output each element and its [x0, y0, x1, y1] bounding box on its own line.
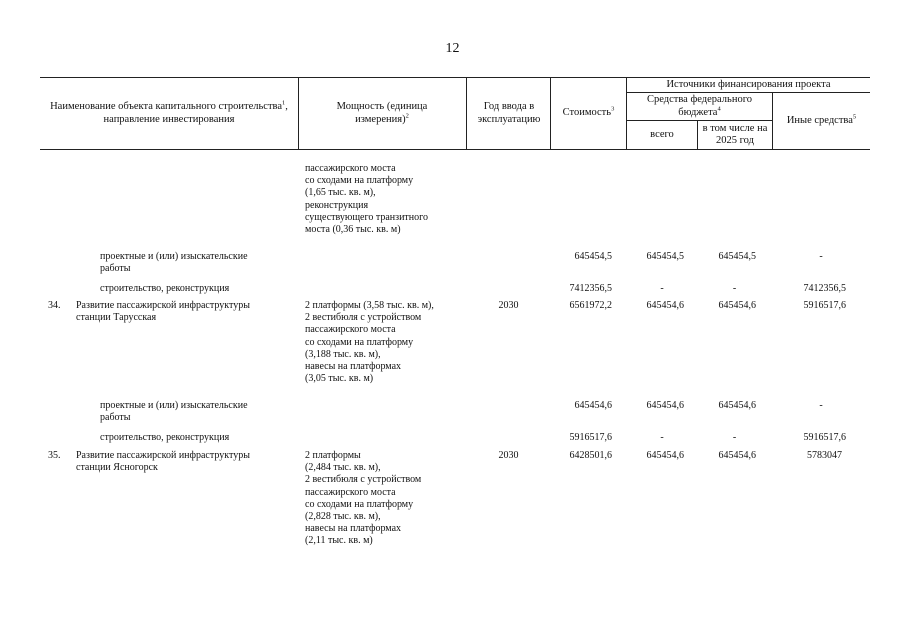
- row-1-other: -: [819, 251, 823, 262]
- row-4-cost: 645454,6: [574, 400, 612, 411]
- row-4-name: проектные и (или) изыскательские работы: [100, 400, 248, 424]
- row-4-2025: 645454,6: [718, 400, 756, 411]
- header-2025: в том числе на 2025 год: [702, 122, 768, 146]
- row-6-num: 35.: [48, 450, 61, 461]
- row-6-other: 5783047: [807, 450, 842, 461]
- row-6-cost: 6428501,6: [569, 450, 612, 461]
- header-cost: Стоимость$^3$: [562, 105, 615, 119]
- row-3-year: 2030: [498, 300, 519, 311]
- row-6-year: 2030: [498, 450, 519, 461]
- header-year: Год ввода в эксплуатацию: [477, 101, 541, 125]
- col-divider-name: [298, 77, 299, 149]
- row-0-capacity: пассажирского моста со сходами на платформу (1,65 тыс. кв. м), реконструкция существующего транзитного моста (0,36 тыс. кв. м): [305, 163, 429, 236]
- row-6-capacity: 2 платформы (2,484 тыс. кв. м), 2 вестибюля с устройством пассажирского моста со сходами на платформу (2,828 тыс. кв. м), навесы на платформах (2,11 тыс. кв. м): [305, 450, 422, 547]
- row-3-cost: 6561972,2: [569, 300, 612, 311]
- row-5-cost: 5916517,6: [569, 432, 612, 443]
- page-number: 12: [445, 41, 460, 56]
- row-3-name: Развитие пассажирской инфраструктуры станции Тарусская: [76, 300, 250, 324]
- row-1-cost: 645454,5: [574, 251, 612, 262]
- row-3-total: 645454,6: [646, 300, 684, 311]
- header-capacity: Мощность (единица измерения)$^2$: [336, 101, 428, 125]
- header-name: Наименование объекта капитального строительства$^1$, направление инвестирования: [50, 99, 288, 125]
- row-3-capacity: 2 платформы (3,58 тыс. кв. м), 2 вестибюля с устройством пассажирского моста со сходами на платформу (3,188 тыс. кв. м), навесы на платформах (3,05 тыс. кв. м): [305, 300, 434, 385]
- row-3-2025: 645454,6: [718, 300, 756, 311]
- row-5-name: строительство, реконструкция: [100, 432, 230, 443]
- header-federal: Средства федерального бюджета$^4$: [647, 94, 752, 118]
- row-4-other: -: [819, 400, 823, 411]
- row-5-2025: -: [732, 432, 737, 443]
- row-5-total: -: [660, 432, 664, 443]
- header-total: всего: [650, 128, 674, 140]
- header-bottom-line: [40, 149, 870, 150]
- row-2-total: -: [660, 283, 664, 294]
- header-other: Иные средства$^5$: [786, 113, 857, 126]
- row-4-total: 645454,6: [646, 400, 684, 411]
- col-divider-capacity: [466, 77, 467, 149]
- row-6-total: 645454,6: [646, 450, 684, 461]
- row-6-name: Развитие пассажирской инфраструктуры станции Ясногорск: [76, 450, 250, 474]
- row-2-cost: 7412356,5: [569, 283, 612, 294]
- row-5-other: 5916517,6: [803, 432, 846, 443]
- row-2-name: строительство, реконструкция: [100, 283, 230, 294]
- header-sources: Источники финансирования проекта: [666, 78, 831, 90]
- row-3-num: 34.: [48, 300, 61, 311]
- row-6-2025: 645454,6: [718, 450, 756, 461]
- row-2-2025: -: [732, 283, 737, 294]
- row-1-total: 645454,5: [646, 251, 684, 262]
- row-1-2025: 645454,5: [718, 251, 756, 262]
- row-3-other: 5916517,6: [803, 300, 846, 311]
- row-1-name: проектные и (или) изыскательские работы: [100, 251, 248, 275]
- row-2-other: 7412356,5: [803, 283, 846, 294]
